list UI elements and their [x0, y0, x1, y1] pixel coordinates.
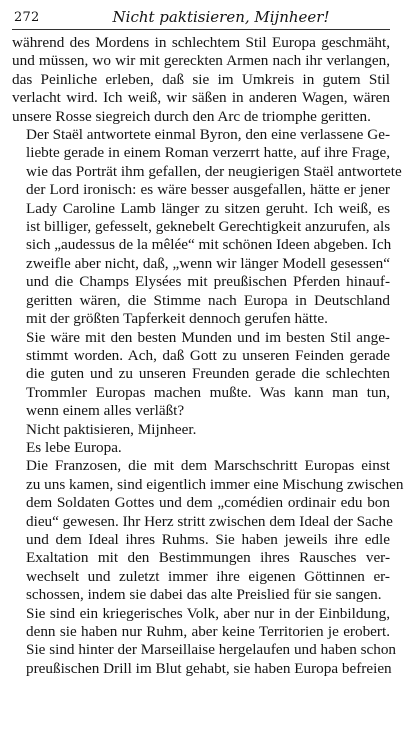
text-line: Der Staël antwortete einmal Byron, den eine verlassene Ge- [26, 126, 390, 144]
text-line: zu uns kamen, sind eigentlich immer eine Mischung zwischen [26, 475, 404, 493]
text-line: und müssen, wo wir mit gereckten Armen nach ihr verlangen, [12, 52, 390, 70]
text-line: liebte gerade in einem Roman verzerrt hatte, auf ihre Frage, [26, 144, 390, 162]
page-number: 272 [14, 10, 40, 25]
text-line: verlacht wird. Ich weiß, wir säßen in anderen Wagen, wären [12, 89, 390, 107]
text-line: Sie wäre mit den besten Munden und im besten Stil ange- [26, 328, 390, 346]
paragraph [12, 457, 404, 604]
text-line: Exaltation mit den Bestimmungen ihres Rausches ver- [26, 549, 390, 567]
text-line: unsere Rosse siegreich durch den Arc de triomphe geritten. [12, 107, 371, 125]
text-line: denn sie haben nur Ruhm, aber keine Territorien je erobert. [26, 623, 390, 640]
text-line: preußischen Drill im Blut gehabt, sie haben Europa befreien [26, 659, 392, 677]
text-line: Sie sind hinter der Marseillaise hergelaufen und haben schon [26, 641, 397, 659]
body-text [12, 34, 404, 678]
running-head: Nicht paktisieren, Mijnheer! [112, 8, 330, 26]
paragraph [12, 421, 390, 439]
text-line: wie das Porträt ihm gefallen, der neugierigen Staël antwortete [26, 162, 402, 180]
text-line: Lady Caroline Lamb länger zu sitzen geruht. Ich weiß, es [26, 199, 390, 217]
text-line: mit der größten Tapferkeit dennoch gerufen hätte. [26, 310, 328, 328]
text-line: das Peinliche erleben, daß sie im Umkreis in gutem Stil [12, 70, 390, 88]
text-line: während des Mordens in schlechtem Stil Europa geschmäht, [12, 34, 390, 51]
text-line: wechselt und zuletzt immer ihre eigenen Göttinnen er- [26, 567, 390, 585]
text-line: dem Soldaten Gottes und dem „comédien ordinair edu bon [26, 494, 390, 512]
text-line: sich „audessus de la mêlée“ mit schönen Ideen abgeben. Ich [26, 236, 392, 254]
text-line: die guten und zu unseren Freunden gerade die schlechten [26, 365, 390, 383]
text-line: Trommler Europas machen mußte. Was kann man tun, [26, 383, 390, 401]
text-line: und die Champs Elysées mit preußischen Pferden hinauf- [26, 273, 390, 291]
header-rule [12, 29, 390, 30]
text-line: Es lebe Europa. [26, 438, 122, 456]
text-line: geritten wären, die Stimme nach Europa in Deutschland [26, 291, 390, 309]
text-line: ist billiger, gefesselt, geknebelt Gerechtigkeit anzurufen, als [26, 218, 391, 236]
text-line: dieu“ gewesen. Ihr Herz stritt zwischen dem Ideal der Sache [26, 512, 393, 530]
text-line: der Lord ironisch: es wäre besser ausgefallen, hätte er jener [26, 181, 390, 199]
paragraph [12, 34, 390, 126]
text-line: stimmt worden. Ach, daß Gott zu unseren Feinden gerade [26, 346, 390, 364]
text-line: und dem Ideal ihres Ruhms. Sie haben jeweils ihre edle [26, 530, 390, 548]
paragraph [12, 604, 397, 679]
text-line: Nicht paktisieren, Mijnheer. [26, 420, 197, 438]
text-line: Die Franzosen, die mit dem Marschschritt Europas einst [26, 457, 390, 475]
paragraph [12, 126, 402, 328]
text-line: Sie sind ein kriegerisches Volk, aber nur in der Einbildung, [26, 604, 390, 622]
text-line: zweifle aber nicht, daß, „wenn wir länger Modell gesessen“ [26, 254, 390, 272]
text-line: schossen, indem sie dabei das alte Preislied für sie sangen. [26, 586, 382, 604]
paragraph [12, 439, 390, 457]
paragraph [12, 329, 390, 421]
text-line: wenn einem alles verläßt? [26, 402, 185, 420]
